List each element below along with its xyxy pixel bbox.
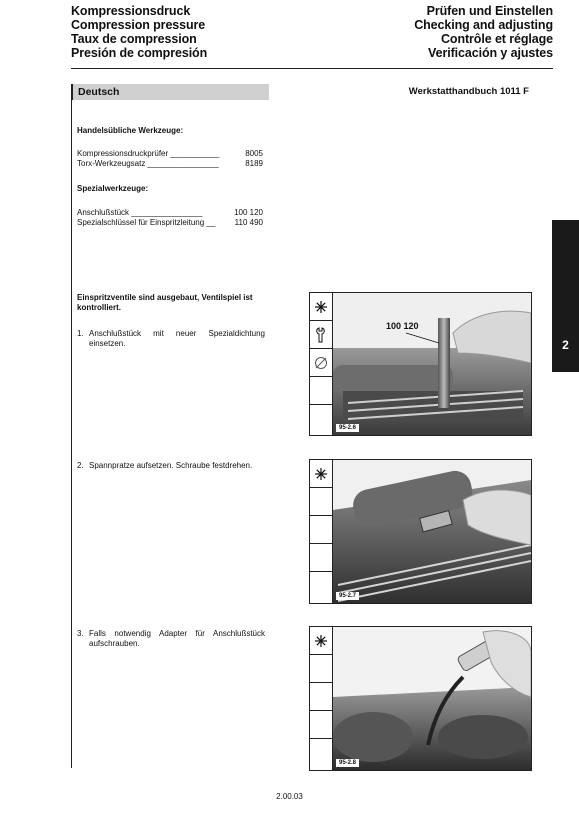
header-title-fr: Taux de compression <box>71 32 197 46</box>
step-1 <box>77 329 265 349</box>
icon-strip <box>310 460 333 603</box>
wrench-icon <box>310 321 332 349</box>
section-tab-number: 2 <box>562 338 569 352</box>
header-subtitle-de: Prüfen und Einstellen <box>426 4 553 18</box>
prohibited-icon <box>310 349 332 377</box>
header-subtitle-es: Verificación y ajustes <box>428 46 553 60</box>
step-text: Falls notwendig Adapter für Anschlußstück aufschrauben. <box>89 629 265 648</box>
header-rule <box>71 68 553 69</box>
manual-title: Werkstatthandbuch 1011 F <box>408 86 529 97</box>
snowflake-icon <box>310 293 332 321</box>
step-number: 3. <box>77 629 84 638</box>
tool-number: 8005 <box>245 149 263 158</box>
tool-row <box>77 159 263 169</box>
tool-row <box>77 218 263 228</box>
special-tools-heading: Spezialwerkzeuge: <box>77 184 149 193</box>
step-number: 1. <box>77 329 84 338</box>
figure-2 <box>309 459 532 604</box>
header-subtitle-fr: Contrôle et réglage <box>440 32 553 46</box>
figure-3 <box>309 626 532 771</box>
header-title-de: Kompressionsdruck <box>71 4 191 18</box>
page-number: 2.00.03 <box>276 792 303 801</box>
precondition-note: Einspritzventile sind ausgebaut, Ventilspiel ist kontrolliert. <box>77 293 253 312</box>
icon-slot-empty <box>310 683 332 711</box>
tool-number: 110 490 <box>234 218 263 227</box>
icon-slot-empty <box>310 488 332 516</box>
icon-strip <box>310 293 333 435</box>
step-text: Anschlußstück mit neuer Spezialdichtung einsetzen. <box>89 329 265 348</box>
header-title-en: Compression pressure <box>71 18 206 32</box>
engine-photo-3 <box>333 627 531 770</box>
icon-slot-empty <box>310 711 332 739</box>
tool-row <box>77 208 263 218</box>
tool-name: Torx-Werkzeugsatz ________________ <box>77 159 219 168</box>
icon-slot-empty <box>310 655 332 683</box>
column-rule <box>71 100 72 768</box>
standard-tools-heading: Handelsübliche Werkzeuge: <box>77 126 184 135</box>
snowflake-icon <box>310 460 332 488</box>
tool-number: 100 120 <box>234 208 263 217</box>
engine-photo-2 <box>333 460 531 603</box>
language-label: Deutsch <box>78 86 120 98</box>
engine-photo-1 <box>333 293 531 435</box>
figure-1 <box>309 292 532 436</box>
tool-number: 8189 <box>245 159 263 168</box>
step-text: Spannpratze aufsetzen. Schraube festdrehen. <box>89 461 253 470</box>
tool-name: Anschlußstück ________________ <box>77 208 203 217</box>
header-left <box>71 4 207 60</box>
icon-slot-empty <box>310 516 332 544</box>
standard-tools-list <box>77 149 263 169</box>
tool-name: Kompressionsdruckprüfer ___________ <box>77 149 220 158</box>
header-subtitle-en: Checking and adjusting <box>414 18 553 32</box>
special-tools-list <box>77 208 263 228</box>
figure-label: 95-2.7 <box>336 592 359 600</box>
language-bar <box>71 84 269 100</box>
step-3 <box>77 629 265 649</box>
step-number: 2. <box>77 461 84 470</box>
icon-slot-empty <box>310 544 332 572</box>
header-right <box>414 4 553 60</box>
icon-strip <box>310 627 333 770</box>
section-tab <box>552 220 579 372</box>
figure-callout: 100 120 <box>386 321 419 331</box>
step-2 <box>77 461 265 471</box>
figure-label: 95-2.6 <box>336 424 359 432</box>
tool-row <box>77 149 263 159</box>
snowflake-icon <box>310 627 332 655</box>
tool-name: Spezialschlüssel für Einspritzleitung __ <box>77 218 216 227</box>
figure-label: 95-2.8 <box>336 759 359 767</box>
header-title-es: Presión de compresión <box>71 46 208 60</box>
icon-slot-empty <box>310 377 332 405</box>
